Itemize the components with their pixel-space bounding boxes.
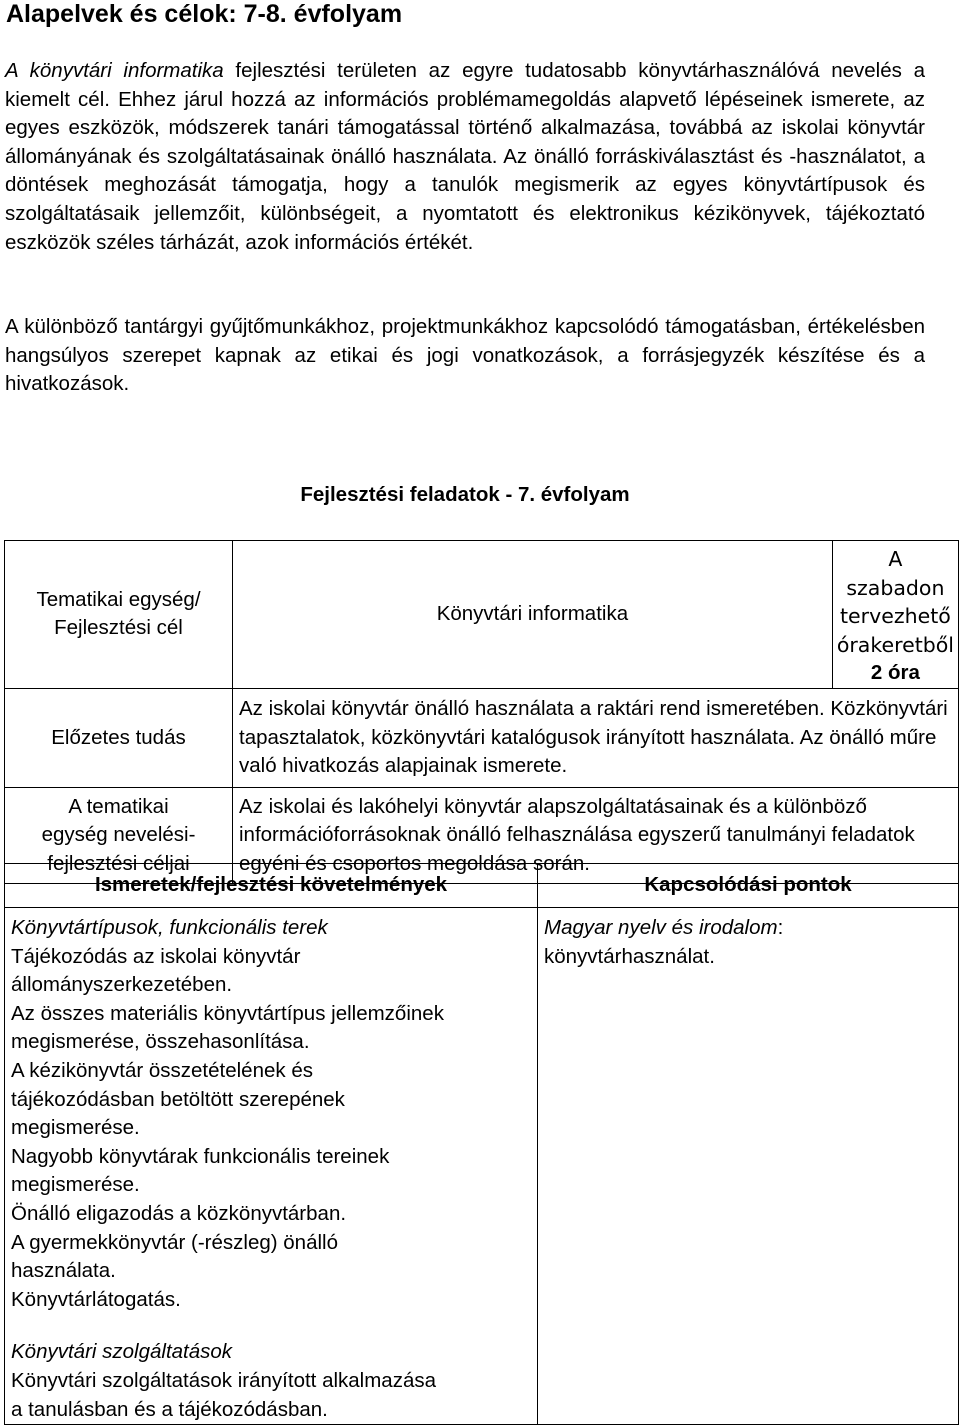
block1-heading: Könyvtártípusok, funkcionális terek <box>11 916 328 939</box>
requirements-table <box>4 863 959 1425</box>
hours-value: 2 óra <box>870 661 920 685</box>
intro-text: fejlesztési területen az egyre tudatosabb könyvtárhasználóvá nevelés a kiemelt cél. Ehhez járul hozzá az információs problémamegoldás alapvető lépéseinek ismerete, az egyes eszközök, módszerek tanári támogatással történő alkalmazása, továbbá az iskolai könyvtár állományának és szolgáltatásainak önálló használata. Az önálló forráskiválasztást és -használatot, a döntések meghozását támogatja, hogy a tanulók megismerik az egyes könyvtártípusok és szolgáltatásaik jellemzőit, különbségeit, a nyomtatott és elektronikus kézikönyvek, tájékoztató eszközök széles tárházát, azok információs értékét. <box>5 59 926 254</box>
block1-line: tájékozódásban betöltött szerepének <box>11 1087 345 1111</box>
intro-italic-lead: A könyvtári informatika <box>5 59 224 82</box>
topic-value: Könyvtári informatika <box>233 541 833 689</box>
hours-cell <box>832 541 958 689</box>
section-title: Fejlesztési feladatok - 7. évfolyam <box>300 483 630 506</box>
connection-colon: : <box>777 916 784 939</box>
block2-line: Könyvtári szolgáltatások irányított alkalmazása <box>11 1368 437 1392</box>
topic-label-line1: Tematikai egység/ <box>36 587 201 611</box>
block1-line: A kézikönyvtár összetételének és <box>11 1058 313 1082</box>
prior-knowledge-value: Az iskolai könyvtár önálló használata a raktári rend ismeretében. Közkönyvtári tapasztalatok, közkönyvtári katalógusok irányított használata. Az önálló műre való hivatkozás alapjainak ismerete. <box>233 688 959 787</box>
connection-text: könyvtárhasználat. <box>544 944 715 968</box>
hours-note-line1: A szabadon <box>846 547 945 600</box>
block1-line: Önálló eligazodás a közkönyvtárban. <box>11 1201 347 1225</box>
goals-label-line1: A tematikai <box>68 794 169 818</box>
block1-line: Az összes materiális könyvtártípus jellemzőinek <box>11 1001 444 1025</box>
block1-list <box>11 943 531 1315</box>
block1-line: állományszerkezetében. <box>11 973 233 997</box>
requirements-cell <box>5 908 538 1425</box>
hours-note-line2: tervezhető <box>840 604 951 629</box>
topic-table <box>4 540 959 884</box>
connection-item <box>544 914 952 943</box>
connections-cell <box>538 908 959 1425</box>
block1-line: megismerése, összehasonlítása. <box>11 1030 310 1054</box>
connections-header: Kapcsolódási pontok <box>538 864 959 908</box>
block1-line: Nagyobb könyvtárak funkcionális tereinek <box>11 1144 390 1168</box>
connection-subject: Magyar nyelv és irodalom <box>544 916 778 939</box>
hours-note-line3: órakeretből <box>836 632 954 657</box>
block1-line: használata. <box>11 1259 116 1283</box>
block1-line: A gyermekkönyvtár (-részleg) önálló <box>11 1230 338 1254</box>
block1-line: Tájékozódás az iskolai könyvtár <box>11 944 301 968</box>
block2-list <box>11 1367 531 1424</box>
page-title: Alapelvek és célok: 7-8. évfolyam <box>6 0 403 28</box>
block2-heading: Könyvtári szolgáltatások <box>11 1340 233 1364</box>
second-paragraph: A különböző tantárgyi gyűjtőmunkákhoz, projektmunkákhoz kapcsolódó támogatásban, értékelésben hangsúlyos szerepet kapnak az etikai és jogi vonatkozások, a forrásjegyzék készítése és a hivatkozások. <box>5 315 925 396</box>
goals-label-line2: egység nevelési- <box>41 823 196 847</box>
block1-line: Könyvtárlátogatás. <box>11 1287 181 1311</box>
goals-value: Az iskolai és lakóhelyi könyvtár alapszolgáltatásainak és a különböző információforrásoknak önálló felhasználása egyszerű tanulmányi feladatok egyéni és csoportos megoldása során. <box>233 787 959 883</box>
requirements-header: Ismeretek/fejlesztési követelmények <box>5 864 538 908</box>
block1-line: megismerése. <box>11 1173 140 1197</box>
goals-label-line3: fejlesztési céljai <box>47 851 190 875</box>
block2-line: a tanulásban és a tájékozódásban. <box>11 1397 328 1421</box>
intro-paragraph <box>5 57 925 257</box>
block1-line: megismerése. <box>11 1116 140 1140</box>
topic-label-cell <box>5 541 233 689</box>
prior-knowledge-label: Előzetes tudás <box>5 688 233 787</box>
topic-label-line2: Fejlesztési cél <box>54 616 183 640</box>
